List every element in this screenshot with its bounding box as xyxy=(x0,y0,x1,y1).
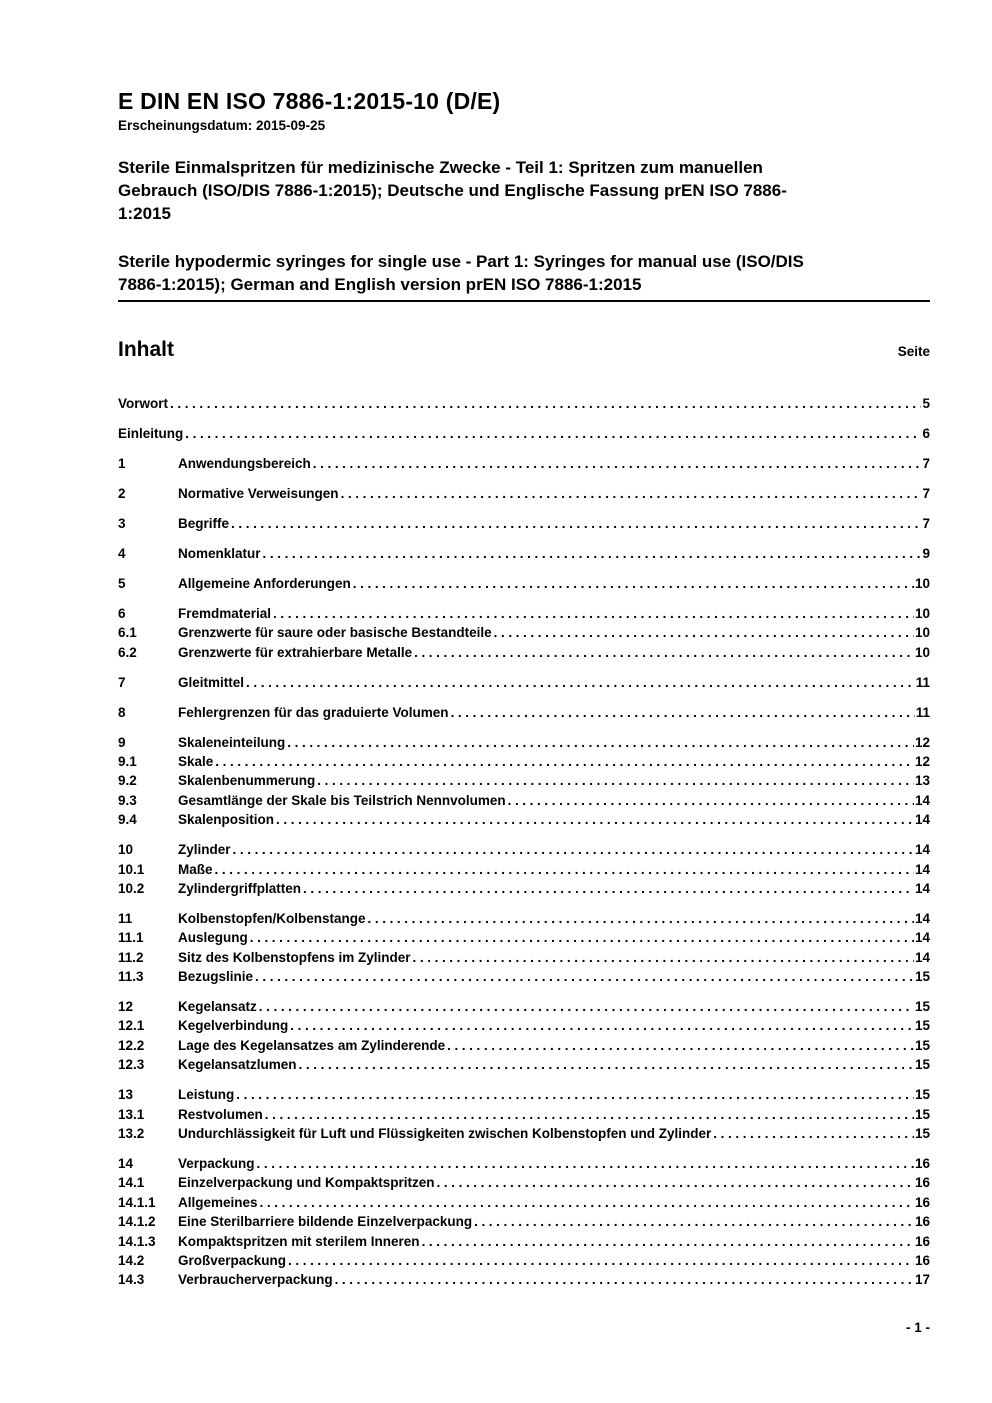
toc-group xyxy=(118,909,930,987)
toc-heading: Inhalt xyxy=(118,338,174,361)
toc-header xyxy=(118,338,930,362)
toc-group xyxy=(118,733,930,830)
toc-entry-label: Großverpackung xyxy=(178,1252,287,1268)
toc-leader-dots xyxy=(341,484,922,503)
toc-leader-dots xyxy=(265,1105,914,1124)
toc-entry-page: 15 xyxy=(914,1018,930,1034)
toc-leader-dots xyxy=(250,928,914,947)
toc-entry xyxy=(118,752,930,771)
toc-entry-number: 2 xyxy=(118,485,126,501)
toc-entry-label: Grenzwerte für extrahierbare Metalle xyxy=(178,644,413,660)
toc-entry-number: 14.3 xyxy=(118,1272,145,1288)
toc-entry-number: 12 xyxy=(118,999,134,1015)
toc-entry-number: 9.1 xyxy=(118,754,137,770)
toc-leader-dots xyxy=(353,574,914,593)
toc-leader-dots xyxy=(185,424,921,443)
toc-entry-page: 16 xyxy=(914,1214,930,1230)
toc-page-column-label: Seite xyxy=(897,344,930,359)
toc-entry-page: 15 xyxy=(914,999,930,1015)
toc-entry-label: Gesamtlänge der Skale bis Teilstrich Nennvolumen xyxy=(178,792,506,808)
toc-entry xyxy=(118,997,930,1016)
toc-entry-page: 9 xyxy=(922,545,930,561)
document-title: E DIN EN ISO 7886-1:2015-10 (D/E) xyxy=(118,88,501,114)
toc-entry-page: 17 xyxy=(914,1272,930,1288)
toc-entry-number: 10.1 xyxy=(118,861,145,877)
toc-entry-page: 16 xyxy=(914,1233,930,1249)
toc-entry-number: 13.2 xyxy=(118,1126,145,1142)
toc-entry-number: 11.1 xyxy=(118,930,144,946)
toc-entry-page: 7 xyxy=(922,455,930,471)
toc-entry xyxy=(118,771,930,790)
toc-entry-label: Undurchlässigkeit für Luft und Flüssigkeiten zwischen Kolbenstopfen und Zylinder xyxy=(178,1126,712,1142)
toc-leader-dots xyxy=(508,791,914,810)
toc-entry xyxy=(118,1105,930,1124)
title-line: 7886-1:2015); German and English version prEN ISO 7886-1:2015 xyxy=(118,275,642,294)
header-divider-rule xyxy=(118,300,930,302)
toc-leader-dots xyxy=(255,967,914,986)
toc-entry-number: 10.2 xyxy=(118,880,145,896)
toc-entry-label: Lage des Kegelansatzes am Zylinderende xyxy=(178,1037,446,1053)
toc-leader-dots xyxy=(335,1270,914,1289)
toc-entry-label: Auslegung xyxy=(178,930,248,946)
toc-leader-dots xyxy=(260,1193,914,1212)
toc-entry xyxy=(118,703,930,722)
toc-entry-number: 13 xyxy=(118,1087,134,1103)
toc-entry xyxy=(118,879,930,898)
toc-entry xyxy=(118,1036,930,1055)
toc-entry-number: 6 xyxy=(118,605,126,621)
toc-entry-number: 10 xyxy=(118,842,134,858)
toc-entry-number: 14.1 xyxy=(118,1175,145,1191)
toc-entry-label: Gleitmittel xyxy=(178,674,245,690)
toc-entry-label: Kolbenstopfen/Kolbenstange xyxy=(178,910,366,926)
toc-entry-page: 14 xyxy=(914,792,930,808)
document-title-english xyxy=(118,250,930,296)
toc-entry-label: Begriffe xyxy=(178,515,230,531)
toc-entry-number: 12.3 xyxy=(118,1057,145,1073)
toc-entry-page: 5 xyxy=(922,396,930,411)
toc-entry xyxy=(118,1055,930,1074)
toc-entry-number: 14.2 xyxy=(118,1252,145,1268)
toc-leader-dots xyxy=(263,544,922,563)
toc-group xyxy=(118,997,930,1075)
toc-entry-number: 9.4 xyxy=(118,812,137,828)
toc-entry-label: Einleitung xyxy=(118,425,184,441)
toc-entry-number: 9.2 xyxy=(118,773,137,789)
toc-entry-number: 14 xyxy=(118,1156,134,1172)
toc-leader-dots xyxy=(451,703,915,722)
toc-group xyxy=(118,840,930,898)
toc-entry-page: 6 xyxy=(922,425,930,441)
toc-entry-number: 4 xyxy=(118,545,126,561)
toc-leader-dots xyxy=(422,1232,914,1251)
toc-leader-dots xyxy=(474,1212,914,1231)
toc-leader-dots xyxy=(287,733,914,752)
toc-entry xyxy=(118,733,930,752)
toc-entry-label: Grenzwerte für saure oder basische Bestandteile xyxy=(178,625,492,641)
toc-entry xyxy=(118,673,930,692)
toc-entry-page: 15 xyxy=(914,1037,930,1053)
toc-entry-number: 1 xyxy=(118,455,126,471)
toc-entry-page: 15 xyxy=(914,1126,930,1142)
toc-entry-label: Anwendungsbereich xyxy=(178,455,311,471)
toc-entry-label: Bezugslinie xyxy=(178,969,254,985)
toc-group xyxy=(118,514,930,533)
toc-entry-label: Kegelansatz xyxy=(178,999,257,1015)
toc-leader-dots xyxy=(437,1173,914,1192)
toc-entry-number: 11.3 xyxy=(118,969,144,985)
toc-group xyxy=(118,574,930,593)
toc-entry-page: 14 xyxy=(914,910,930,926)
toc-entry xyxy=(118,791,930,810)
toc-leader-dots xyxy=(215,860,914,879)
release-date: Erscheinungsdatum: 2015-09-25 xyxy=(118,118,326,133)
page-content xyxy=(118,0,930,1290)
toc-group xyxy=(118,1154,930,1290)
toc-group xyxy=(118,604,930,662)
toc-group xyxy=(118,544,930,563)
toc-entry xyxy=(118,1124,930,1143)
toc-entry xyxy=(118,544,930,563)
toc-group xyxy=(118,673,930,692)
toc-entry-number: 12.1 xyxy=(118,1018,145,1034)
toc-entry-page: 11 xyxy=(915,674,930,690)
toc-entry-page: 14 xyxy=(914,861,930,877)
toc-entry-label: Maße xyxy=(178,861,213,877)
toc-entry-label: Skaleneinteilung xyxy=(178,734,286,750)
toc-entry-label: Leistung xyxy=(178,1087,235,1103)
toc-entry xyxy=(118,948,930,967)
toc-leader-dots xyxy=(368,909,914,928)
toc-group xyxy=(118,1085,930,1143)
toc-entry-page: 16 xyxy=(914,1194,930,1210)
toc-entry-label: Normative Verweisungen xyxy=(178,485,339,501)
toc-entry xyxy=(118,840,930,859)
toc-entry-label: Restvolumen xyxy=(178,1106,263,1122)
toc-entry-page: 10 xyxy=(914,575,930,591)
toc-entry-number: 3 xyxy=(118,515,126,531)
toc-entry-page: 16 xyxy=(914,1156,930,1172)
toc-entry xyxy=(118,1212,930,1231)
toc-entry-page: 7 xyxy=(922,485,930,501)
toc-entry xyxy=(118,514,930,533)
toc-entry xyxy=(118,1251,930,1270)
toc-entry-number: 13.1 xyxy=(118,1106,145,1122)
toc-entry-label: Kegelverbindung xyxy=(178,1018,289,1034)
toc-leader-dots xyxy=(233,840,914,859)
toc-entry xyxy=(118,1270,930,1289)
toc-entry-number: 9.3 xyxy=(118,792,137,808)
toc-entry-number: 14.1.1 xyxy=(118,1194,156,1210)
toc-entry xyxy=(118,1016,930,1035)
toc-entry-label: Nomenklatur xyxy=(178,545,261,561)
title-line: Gebrauch (ISO/DIS 7886-1:2015); Deutsche und Englische Fassung prEN ISO 7886- xyxy=(118,181,787,200)
toc-entry-page: 10 xyxy=(914,625,930,641)
toc-entry-label: Eine Sterilbarriere bildende Einzelverpackung xyxy=(178,1214,473,1230)
toc-entry-page: 14 xyxy=(914,812,930,828)
toc-leader-dots xyxy=(215,752,914,771)
toc-entry-label: Skalenposition xyxy=(178,812,275,828)
toc-entry-page: 7 xyxy=(922,515,930,531)
toc-entry-label: Einzelverpackung und Kompaktspritzen xyxy=(178,1175,435,1191)
toc-entry-number: 11 xyxy=(118,910,133,926)
toc-entry-label: Verbraucherverpackung xyxy=(178,1272,333,1288)
toc-leader-dots xyxy=(231,514,921,533)
toc-group xyxy=(118,394,930,413)
toc-entry-page: 16 xyxy=(914,1252,930,1268)
toc-entry-label: Allgemeines xyxy=(178,1194,258,1210)
toc-leader-dots xyxy=(413,948,914,967)
toc-entry xyxy=(118,604,930,623)
toc-entry-label: Sitz des Kolbenstopfens im Zylinder xyxy=(178,949,411,965)
toc-entry-number: 6.1 xyxy=(118,625,137,641)
toc-leader-dots xyxy=(288,1251,914,1270)
toc-entry xyxy=(118,1173,930,1192)
toc-entry-page: 10 xyxy=(914,605,930,621)
toc-group xyxy=(118,424,930,443)
title-line: Sterile Einmalspritzen für medizinische Zwecke - Teil 1: Spritzen zum manuellen xyxy=(118,158,763,177)
toc-leader-dots xyxy=(290,1016,914,1035)
toc-entry-number: 12.2 xyxy=(118,1037,145,1053)
toc-entry xyxy=(118,1154,930,1173)
toc-entry-label: Fremdmaterial xyxy=(178,605,272,621)
toc-entry-number: 7 xyxy=(118,674,126,690)
toc-entry-label: Zylinder xyxy=(178,842,231,858)
toc-leader-dots xyxy=(236,1085,914,1104)
toc-entry-label: Skalenbenummerung xyxy=(178,773,316,789)
toc-entry-page: 12 xyxy=(914,734,930,750)
toc-entry xyxy=(118,424,930,443)
toc-entry-number: 14.1.3 xyxy=(118,1233,156,1249)
toc-entry-page: 14 xyxy=(914,842,930,858)
title-line: Sterile hypodermic syringes for single use - Part 1: Syringes for manual use (ISO/DIS xyxy=(118,252,804,271)
toc-leader-dots xyxy=(276,810,914,829)
toc-leader-dots xyxy=(259,997,914,1016)
toc-entry-label: Skale xyxy=(178,754,214,770)
toc-entry-number: 11.2 xyxy=(118,949,144,965)
toc-entry xyxy=(118,623,930,642)
toc-entry-page: 15 xyxy=(914,969,930,985)
toc-entry-label: Zylindergriffplatten xyxy=(178,880,302,896)
toc-entry-page: 16 xyxy=(914,1175,930,1191)
toc-leader-dots xyxy=(313,454,922,473)
toc-entry-label: Kegelansatzlumen xyxy=(178,1057,297,1073)
footer-page-number: - 1 - xyxy=(905,1320,930,1335)
toc-group xyxy=(118,484,930,503)
toc-entry-page: 15 xyxy=(914,1106,930,1122)
toc-entry-page: 15 xyxy=(914,1087,930,1103)
toc-leader-dots xyxy=(273,604,914,623)
toc-entry xyxy=(118,928,930,947)
toc-entry-page: 13 xyxy=(914,773,930,789)
toc-entry-page: 14 xyxy=(914,880,930,896)
toc-entry xyxy=(118,1085,930,1104)
toc-entry xyxy=(118,484,930,503)
toc-entry xyxy=(118,394,930,413)
title-line: 1:2015 xyxy=(118,204,171,223)
toc-leader-dots xyxy=(257,1154,914,1173)
document-title-german xyxy=(118,156,930,225)
toc-entry xyxy=(118,810,930,829)
toc-entry-label: Allgemeine Anforderungen xyxy=(178,575,351,591)
toc-entry-page: 12 xyxy=(914,754,930,770)
toc-entry-page: 15 xyxy=(914,1057,930,1073)
toc-entry-number: 14.1.2 xyxy=(118,1214,156,1230)
toc-entry-page: 14 xyxy=(914,949,930,965)
toc-entry-label: Kompaktspritzen mit sterilem Inneren xyxy=(178,1233,420,1249)
toc-leader-dots xyxy=(303,879,914,898)
toc-entry xyxy=(118,574,930,593)
toc-entry-page: 10 xyxy=(914,644,930,660)
toc-leader-dots xyxy=(447,1036,914,1055)
toc-entry xyxy=(118,967,930,986)
toc-entry-page: 11 xyxy=(915,704,930,720)
toc-entry-number: 9 xyxy=(118,734,126,750)
toc-leader-dots xyxy=(494,623,914,642)
toc-group xyxy=(118,454,930,473)
toc-leader-dots xyxy=(170,394,921,413)
toc-leader-dots xyxy=(414,643,914,662)
toc-leader-dots xyxy=(713,1124,914,1143)
toc-entry xyxy=(118,1232,930,1251)
toc-entry-number: 6.2 xyxy=(118,644,137,660)
toc-list xyxy=(118,394,930,1290)
toc-entry-label: Fehlergrenzen für das graduierte Volumen xyxy=(178,704,449,720)
toc-leader-dots xyxy=(299,1055,914,1074)
toc-group xyxy=(118,703,930,722)
toc-leader-dots xyxy=(246,673,915,692)
toc-entry xyxy=(118,860,930,879)
toc-entry xyxy=(118,454,930,473)
toc-entry xyxy=(118,643,930,662)
toc-entry-number: 8 xyxy=(118,704,126,720)
toc-entry-label: Vorwort xyxy=(118,396,168,411)
toc-entry xyxy=(118,1193,930,1212)
toc-entry-number: 5 xyxy=(118,575,126,591)
toc-entry-label: Verpackung xyxy=(178,1156,255,1172)
toc-leader-dots xyxy=(317,771,914,790)
toc-entry xyxy=(118,909,930,928)
toc-entry-page: 14 xyxy=(914,930,930,946)
